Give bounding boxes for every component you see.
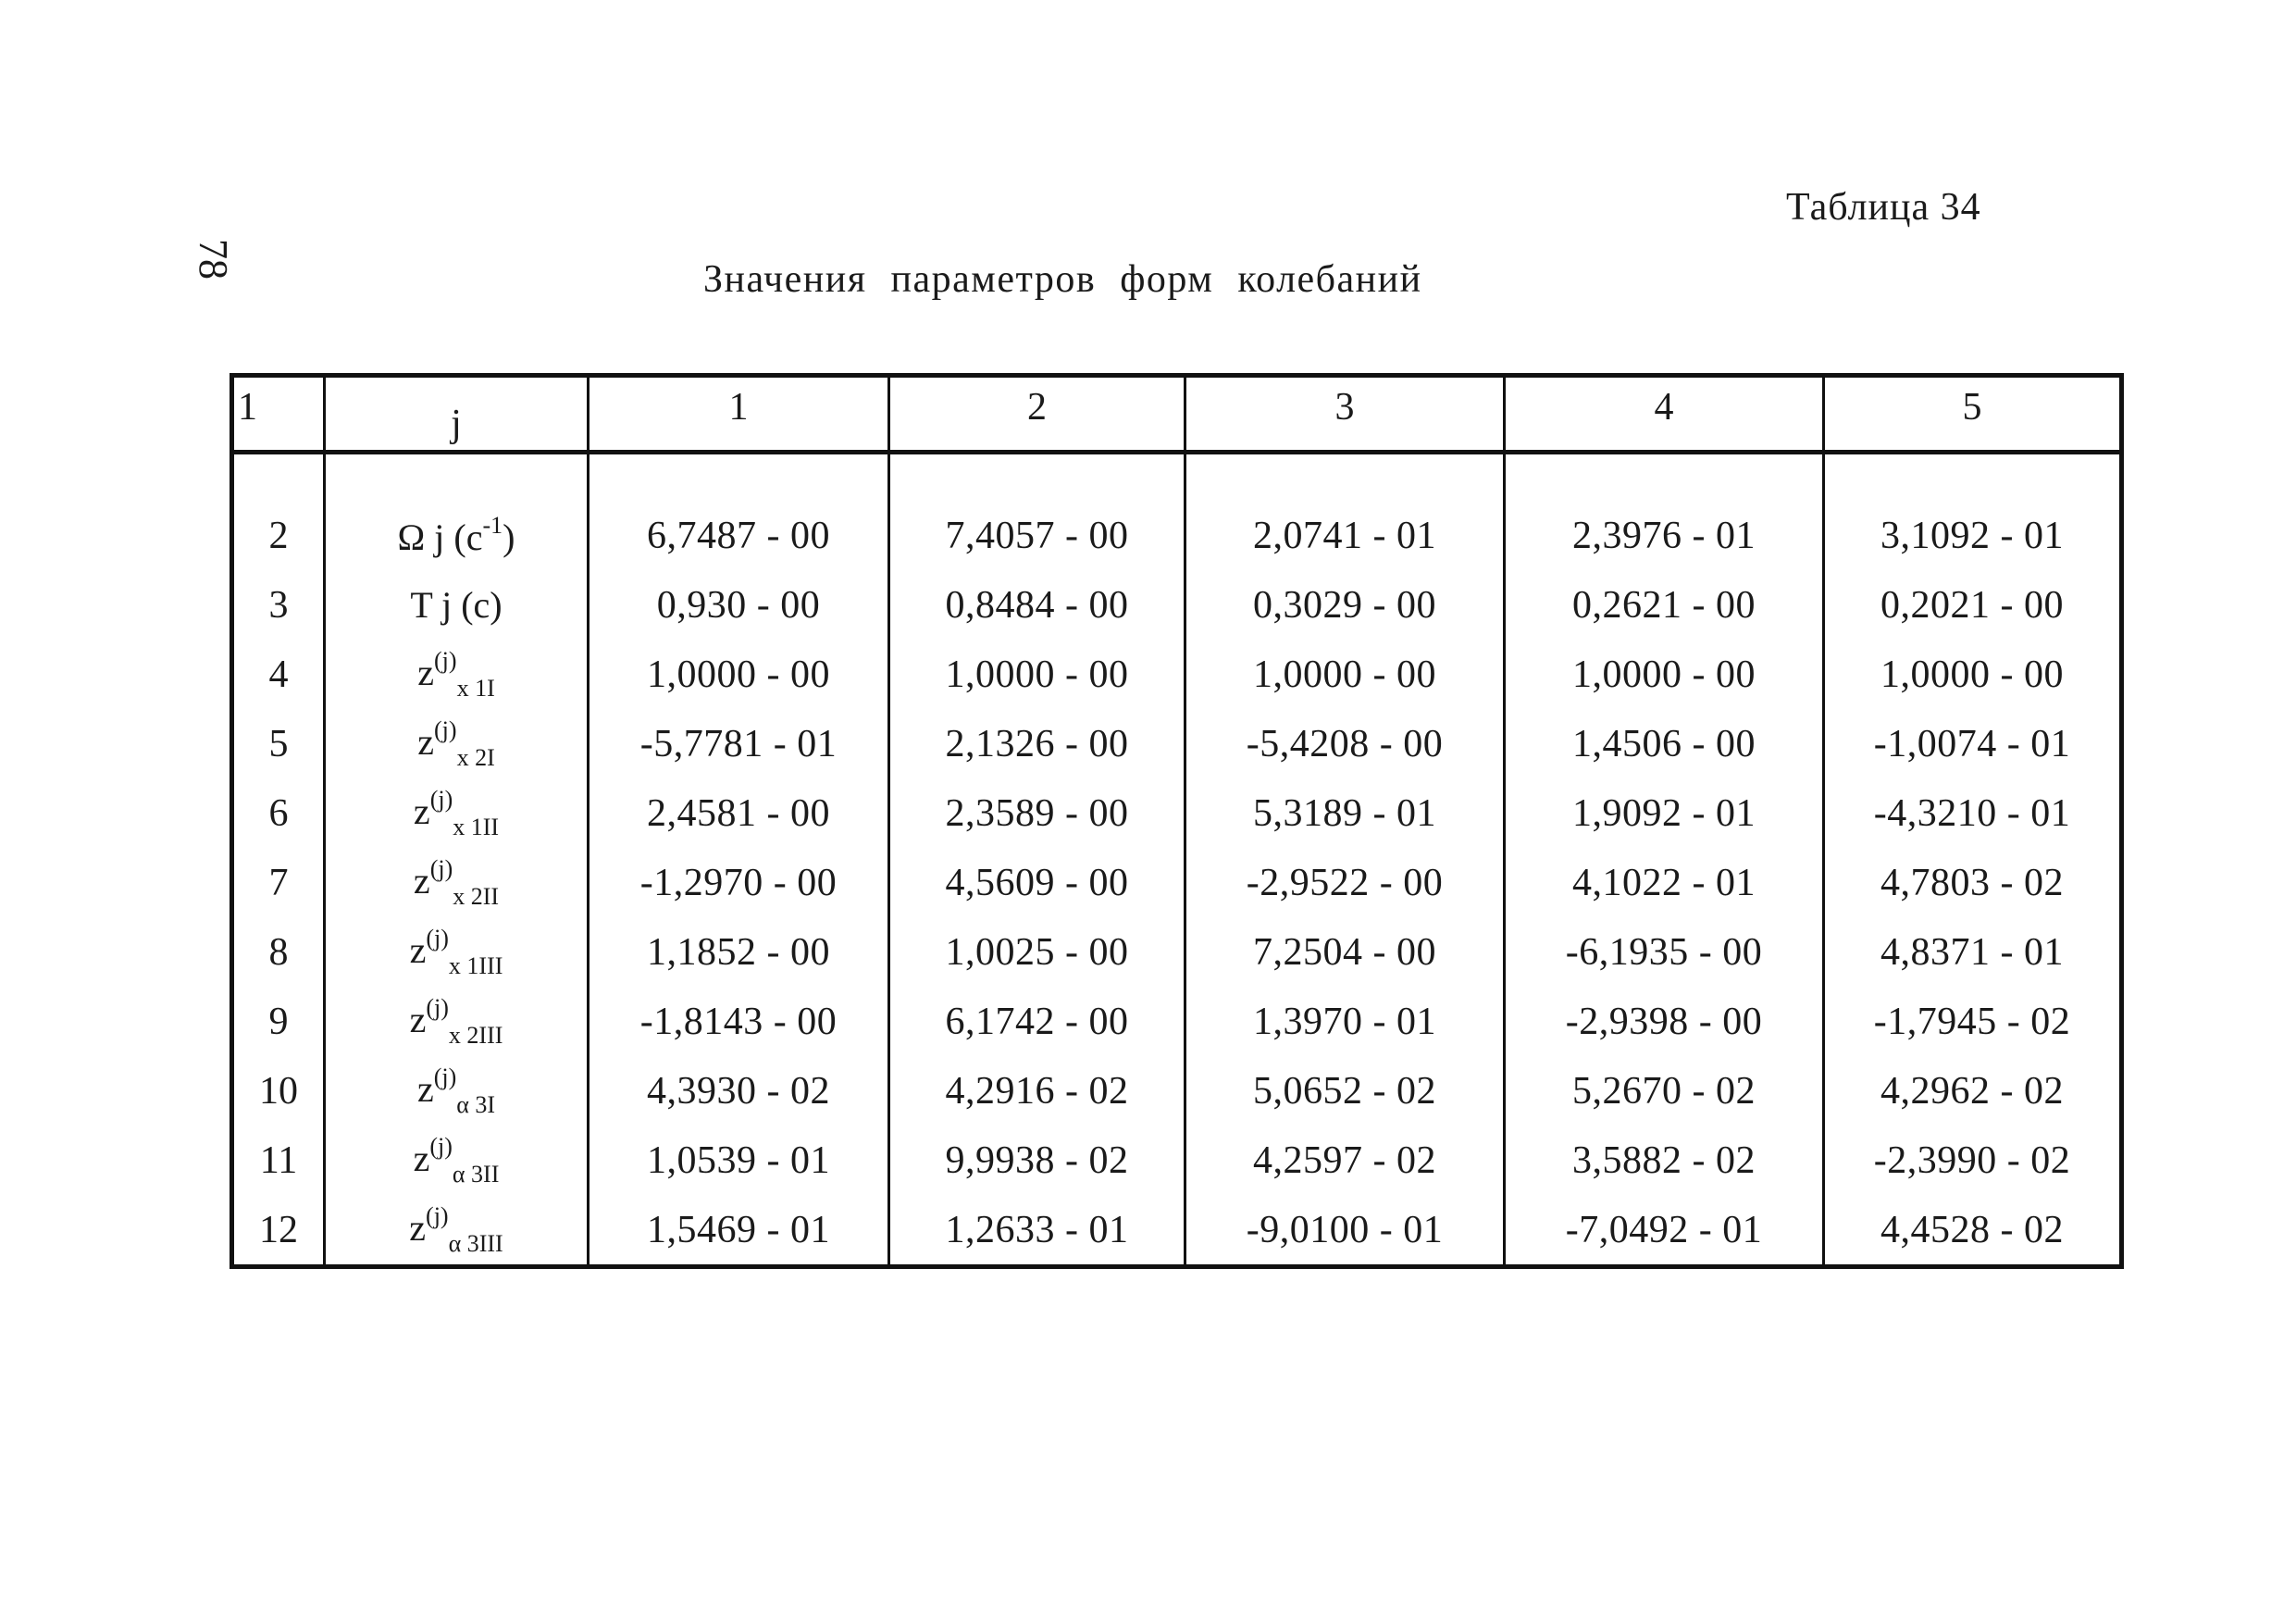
table-row [232,778,2122,848]
table-body [232,453,2122,1267]
value-cell: 1,5469 - 01 [589,1195,889,1267]
value-cell: -5,4208 - 00 [1185,709,1505,778]
value-cell: 0,930 - 00 [589,570,889,640]
parameter-subscript: x 1I [456,674,495,702]
row-number: 10 [232,1056,325,1126]
table-row [232,1126,2122,1195]
row-number: 7 [232,848,325,917]
value-cell: 4,1022 - 01 [1505,848,1824,917]
row-number: 9 [232,987,325,1056]
value-cell: 0,2621 - 00 [1505,570,1824,640]
header-cell: 5 [1824,376,2122,453]
value-cell: 6,1742 - 00 [889,987,1185,1056]
value-cell: 1,9092 - 01 [1505,778,1824,848]
parameter-main: z [417,651,435,693]
table-row [232,570,2122,640]
value-cell: -5,7781 - 01 [589,709,889,778]
parameter-superscript: (j) [429,854,453,882]
parameter-symbol [325,778,589,848]
value-cell: 4,2916 - 02 [889,1056,1185,1126]
header-cell: 3 [1185,376,1505,453]
header-cell: 1 [232,376,325,453]
row-number: 3 [232,570,325,640]
table-title: Значения параметров форм колебаний [703,258,1422,301]
parameter-main: z [416,1067,434,1110]
parameter-superscript: (j) [426,1201,449,1229]
value-cell: -6,1935 - 00 [1505,917,1824,987]
parameter-superscript: (j) [426,993,449,1021]
parameter-superscript: (j) [434,715,457,743]
table-row [232,1195,2122,1267]
value-cell: -2,9398 - 00 [1505,987,1824,1056]
parameter-subscript: α 3III [448,1229,503,1257]
value-cell: 3,1092 - 01 [1824,453,2122,571]
parameter-main: z [413,1137,430,1179]
table-label: Таблица 34 [1786,186,1981,229]
value-cell: 2,3976 - 01 [1505,453,1824,571]
row-number: 11 [232,1126,325,1195]
table-row [232,1056,2122,1126]
value-cell: -4,3210 - 01 [1824,778,2122,848]
parameter-subscript: x 2II [453,882,500,910]
header-cell: 1 [589,376,889,453]
value-cell: 4,4528 - 02 [1824,1195,2122,1267]
value-cell: 4,8371 - 01 [1824,917,2122,987]
row-number: 2 [232,453,325,571]
value-cell: 1,0000 - 00 [1185,640,1505,709]
table-row [232,453,2122,571]
row-number: 4 [232,640,325,709]
parameter-superscript: (j) [433,1063,457,1090]
parameter-superscript: (j) [434,646,457,674]
parameter-symbol [325,1056,589,1126]
value-cell: 6,7487 - 00 [589,453,889,571]
parameter-symbol [325,987,589,1056]
parameter-symbol [325,453,589,571]
value-cell: 1,1852 - 00 [589,917,889,987]
parameter-main: z [409,998,427,1040]
parameter-main: z [409,1206,427,1249]
value-cell: 7,2504 - 00 [1185,917,1505,987]
value-cell: 1,0000 - 00 [889,640,1185,709]
value-cell: 1,0025 - 00 [889,917,1185,987]
row-number: 6 [232,778,325,848]
row-number: 8 [232,917,325,987]
value-cell: -1,2970 - 00 [589,848,889,917]
value-cell: 5,2670 - 02 [1505,1056,1824,1126]
parameter-superscript: (j) [426,924,449,952]
parameter-subscript: α 3I [456,1090,496,1118]
value-cell: -1,8143 - 00 [589,987,889,1056]
parameter-subscript: x 2III [448,1021,503,1049]
page-number: 78 [191,239,236,280]
value-cell: 2,1326 - 00 [889,709,1185,778]
value-cell: 0,3029 - 00 [1185,570,1505,640]
parameter-symbol [325,570,589,640]
parameter-symbol [325,917,589,987]
parameter-symbol [325,1126,589,1195]
parameter-main: Ω j (c [397,516,483,558]
value-cell: 1,0539 - 01 [589,1126,889,1195]
table-row [232,917,2122,987]
value-cell: 1,0000 - 00 [589,640,889,709]
header-cell: 2 [889,376,1185,453]
table-row [232,987,2122,1056]
parameter-main: T j (c) [410,584,503,626]
parameter-subscript: x 1III [448,952,503,979]
parameter-symbol [325,848,589,917]
value-cell: 0,8484 - 00 [889,570,1185,640]
value-cell: -1,7945 - 02 [1824,987,2122,1056]
value-cell: 1,2633 - 01 [889,1195,1185,1267]
value-cell: -1,0074 - 01 [1824,709,2122,778]
value-cell: 2,4581 - 00 [589,778,889,848]
parameter-main: z [413,859,430,902]
table-row [232,709,2122,778]
value-cell: 9,9938 - 02 [889,1126,1185,1195]
parameter-suffix: ) [503,516,515,558]
row-number: 5 [232,709,325,778]
parameters-table [230,373,2124,1269]
row-number: 12 [232,1195,325,1267]
table-row [232,640,2122,709]
header-cell: 4 [1505,376,1824,453]
parameter-superscript: (j) [429,785,453,813]
value-cell: 3,5882 - 02 [1505,1126,1824,1195]
value-cell: 4,5609 - 00 [889,848,1185,917]
value-cell: 5,0652 - 02 [1185,1056,1505,1126]
value-cell: 5,3189 - 01 [1185,778,1505,848]
value-cell: 0,2021 - 00 [1824,570,2122,640]
parameter-main: z [417,720,435,763]
value-cell: 4,2597 - 02 [1185,1126,1505,1195]
parameter-main: z [413,790,430,832]
value-cell: 2,3589 - 00 [889,778,1185,848]
parameter-symbol [325,640,589,709]
parameter-main: z [409,928,427,971]
value-cell: -7,0492 - 01 [1505,1195,1824,1267]
value-cell: 1,0000 - 00 [1824,640,2122,709]
value-cell: 2,0741 - 01 [1185,453,1505,571]
parameter-symbol [325,709,589,778]
parameter-subscript: x 1II [453,813,500,840]
header-cell: j [325,376,589,453]
value-cell: 4,2962 - 02 [1824,1056,2122,1126]
parameter-subscript: x 2I [456,743,495,771]
parameter-superscript: -1 [482,512,503,539]
value-cell: -2,3990 - 02 [1824,1126,2122,1195]
table-header-row [232,376,2122,453]
value-cell: 4,3930 - 02 [589,1056,889,1126]
value-cell: 7,4057 - 00 [889,453,1185,571]
table-row [232,848,2122,917]
value-cell: -9,0100 - 01 [1185,1195,1505,1267]
value-cell: 4,7803 - 02 [1824,848,2122,917]
value-cell: 1,3970 - 01 [1185,987,1505,1056]
value-cell: 1,0000 - 00 [1505,640,1824,709]
parameter-superscript: (j) [429,1132,453,1160]
value-cell: -2,9522 - 00 [1185,848,1505,917]
parameter-subscript: α 3II [452,1160,500,1188]
value-cell: 1,4506 - 00 [1505,709,1824,778]
parameter-symbol [325,1195,589,1267]
